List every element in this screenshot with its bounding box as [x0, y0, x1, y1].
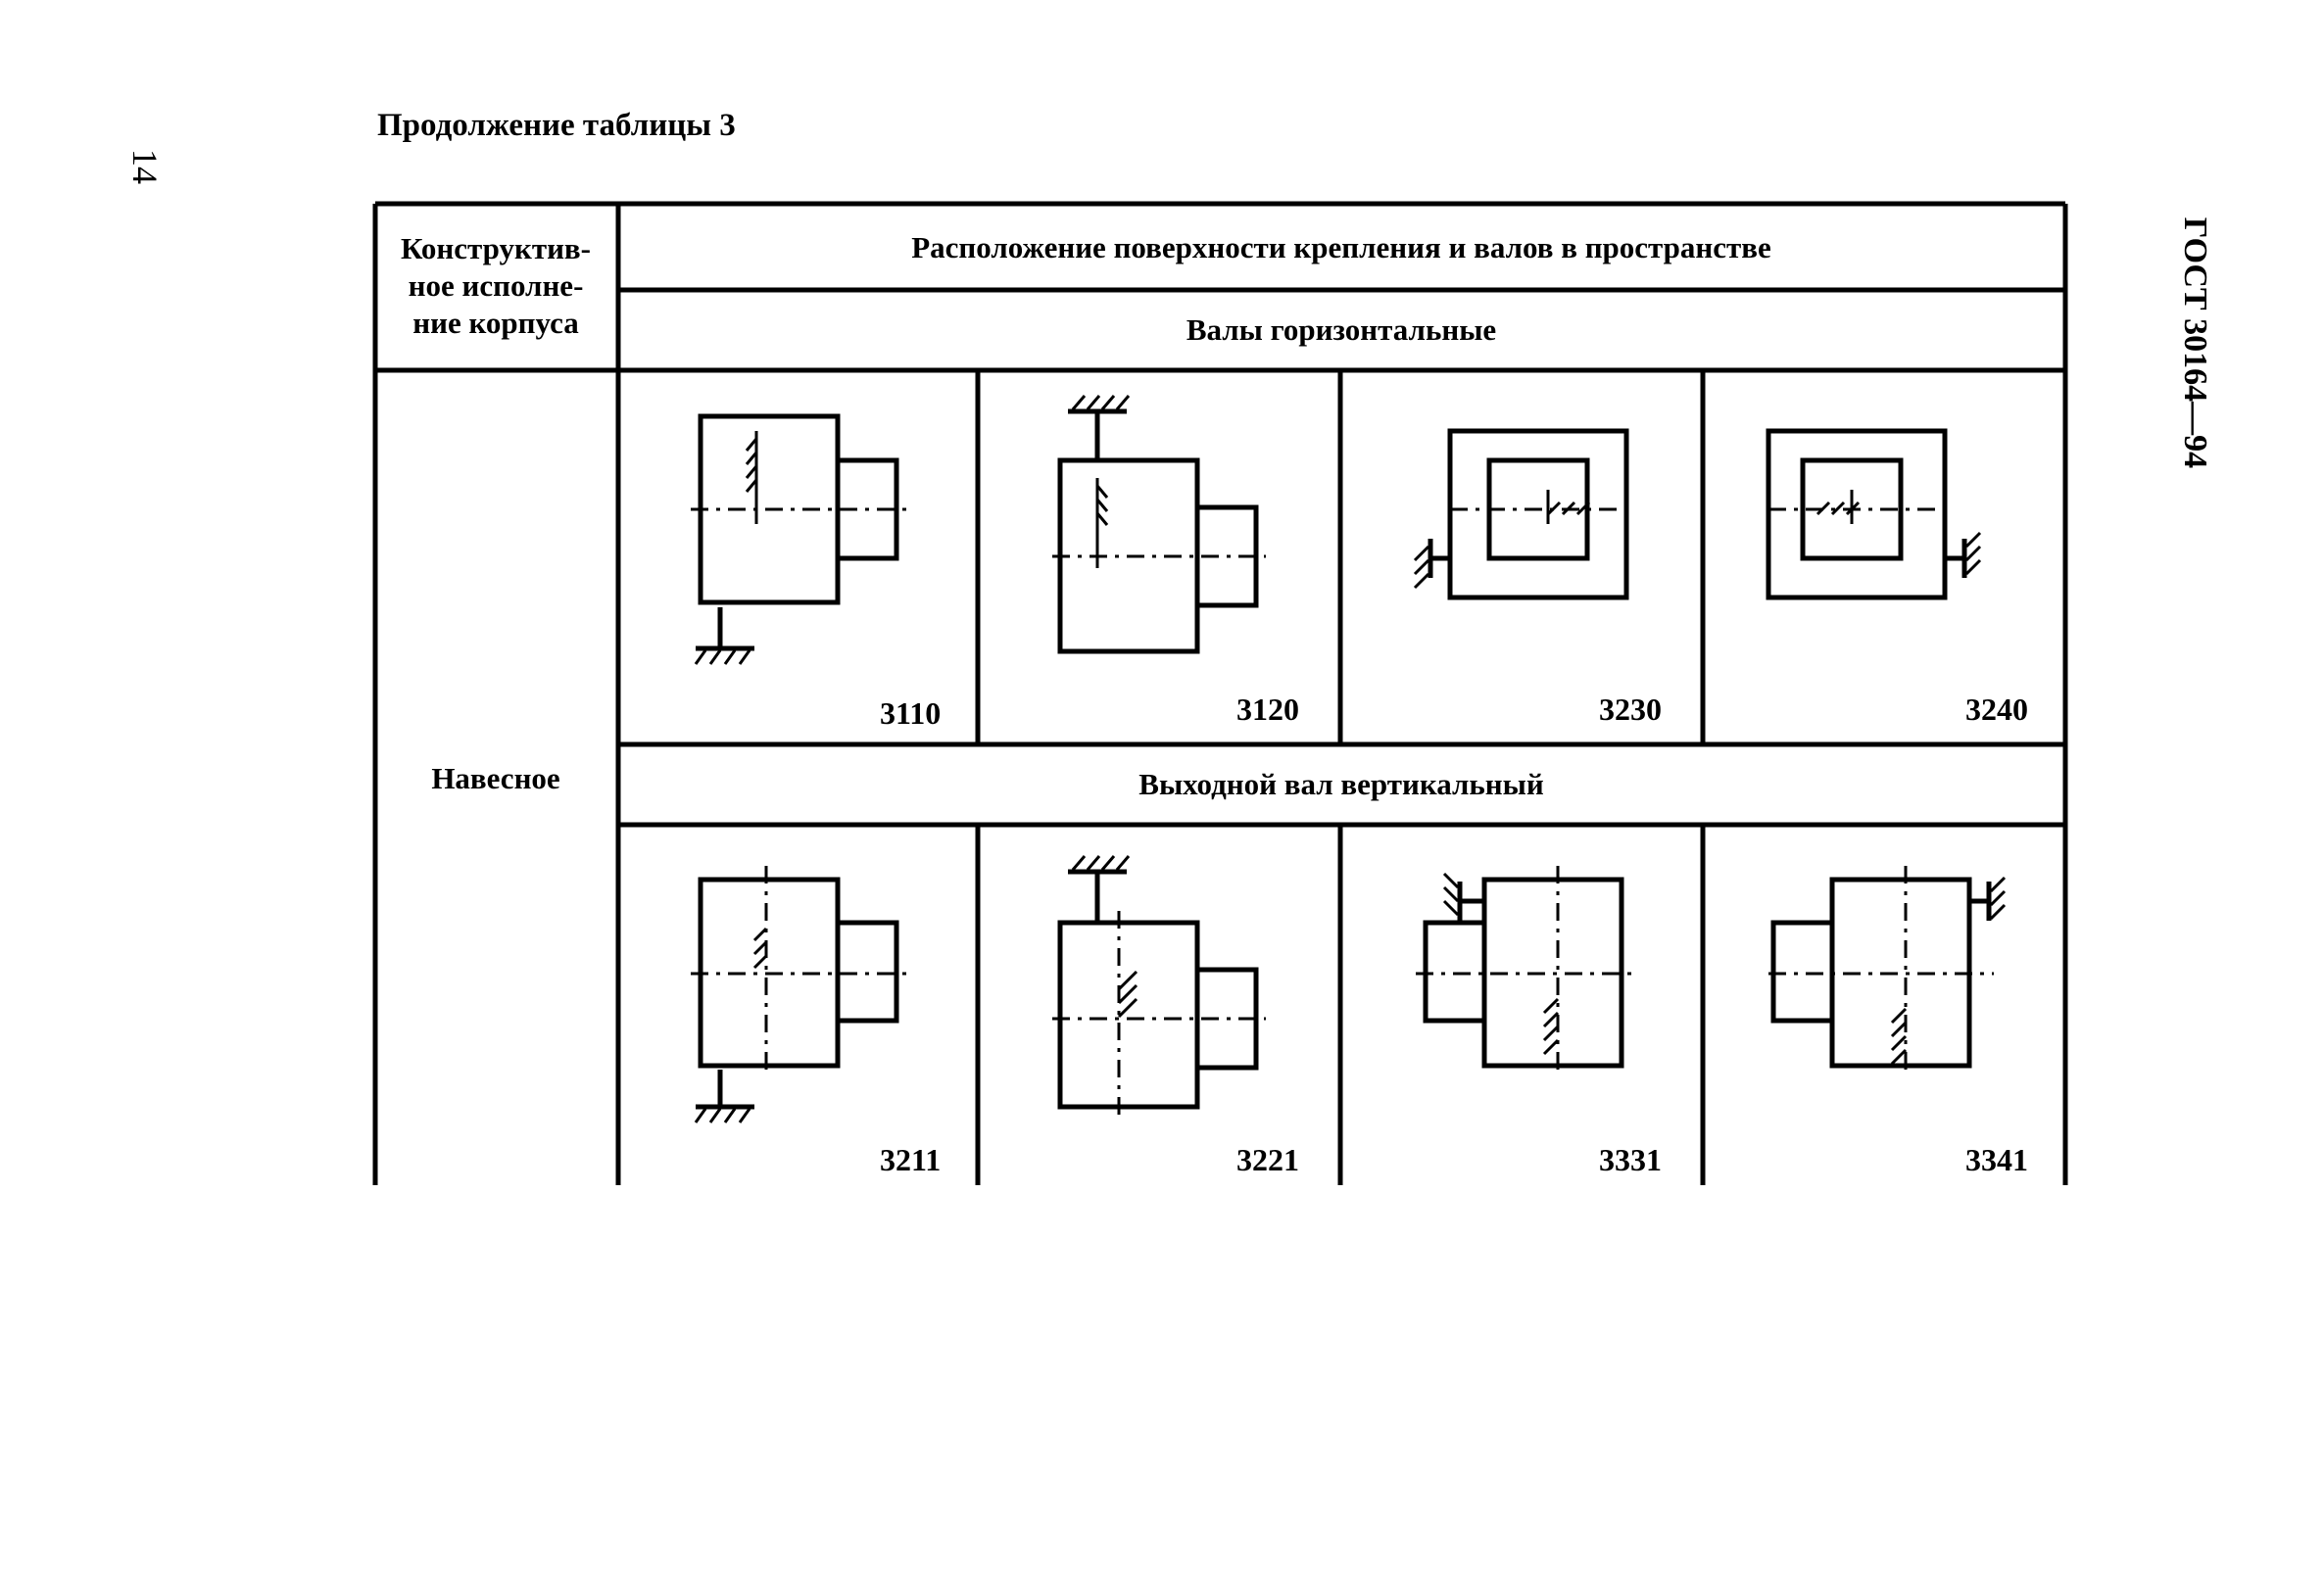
diagram-3230: [1401, 392, 1666, 627]
diagram-3211: [676, 852, 931, 1136]
section-header-horizontal: Валы горизонтальные: [1186, 312, 1497, 347]
code-3341: 3341: [1965, 1142, 2028, 1177]
row-label: Навесное: [431, 761, 560, 795]
main-header: Расположение поверхности крепления и валов в пространстве: [911, 230, 1771, 264]
diagram-3331: [1401, 852, 1666, 1117]
code-3240: 3240: [1965, 692, 2028, 727]
table-caption: Продолжение таблицы 3: [377, 108, 736, 143]
column-header-line-1: Конструктив-: [400, 231, 591, 265]
diagram-3240: [1759, 392, 2023, 627]
code-3331: 3331: [1599, 1142, 1662, 1177]
column-header-housing: [378, 208, 613, 364]
code-3211: 3211: [880, 1142, 942, 1177]
diagram-3110: [676, 392, 931, 686]
column-header-line-3: ние корпуса: [412, 306, 579, 340]
code-3221: 3221: [1236, 1142, 1299, 1177]
section-header-vertical: Выходной вал вертикальный: [1138, 767, 1544, 801]
column-header-line-2: ное исполне-: [408, 268, 584, 303]
diagram-3221: [1039, 852, 1293, 1136]
document-code: ГОСТ 30164—94: [2177, 216, 2213, 469]
code-3230: 3230: [1599, 692, 1662, 727]
diagram-3341: [1759, 852, 2023, 1117]
code-3120: 3120: [1236, 692, 1299, 727]
page-number: 14: [125, 149, 165, 184]
diagram-3120: [1039, 392, 1293, 686]
code-3110: 3110: [880, 695, 942, 731]
